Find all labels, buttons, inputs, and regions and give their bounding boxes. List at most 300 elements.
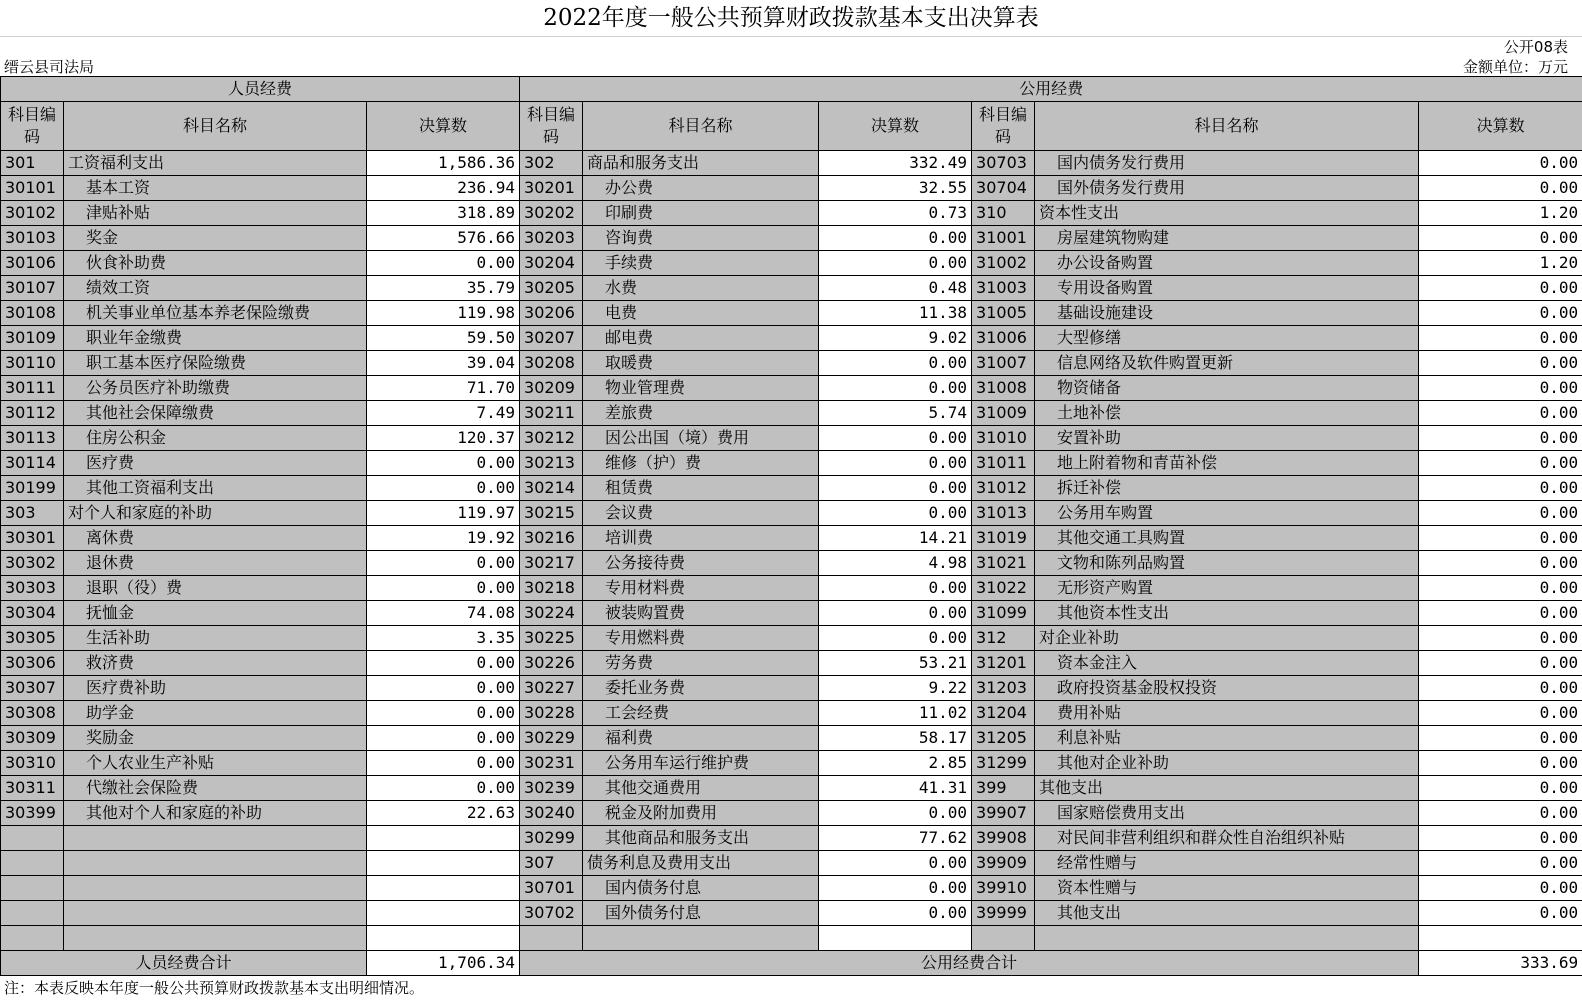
amount-cell: 77.62 (819, 826, 972, 851)
subject-name: 对个人和家庭的补助 (64, 501, 367, 526)
subject-code (972, 926, 1035, 951)
amount-cell: 0.00 (367, 751, 520, 776)
subject-name: 劳务费 (583, 651, 819, 676)
subject-code: 30209 (520, 376, 583, 401)
amount-cell: 0.00 (367, 576, 520, 601)
amount-cell: 58.17 (819, 726, 972, 751)
amount-cell: 9.02 (819, 326, 972, 351)
amount-cell: 4.98 (819, 551, 972, 576)
subject-code: 31012 (972, 476, 1035, 501)
amount-cell: 0.00 (1419, 501, 1582, 526)
subject-name: 公务用车购置 (1035, 501, 1419, 526)
subject-name: 办公费 (583, 176, 819, 201)
subject-code: 31007 (972, 351, 1035, 376)
subject-name: 医疗费补助 (64, 676, 367, 701)
table-row (1, 276, 1582, 301)
subject-code: 30202 (520, 201, 583, 226)
amount-cell: 0.00 (819, 351, 972, 376)
subject-name: 基础设施建设 (1035, 301, 1419, 326)
subject-code: 30107 (1, 276, 64, 301)
amount-cell (367, 851, 520, 876)
subject-name: 工资福利支出 (64, 151, 367, 176)
subject-name: 专用材料费 (583, 576, 819, 601)
subject-name: 因公出国（境）费用 (583, 426, 819, 451)
subject-code: 31204 (972, 701, 1035, 726)
subject-code: 30308 (1, 701, 64, 726)
subject-name (64, 851, 367, 876)
section-header-row (1, 77, 1582, 102)
subject-name: 安置补助 (1035, 426, 1419, 451)
subject-name: 资本性支出 (1035, 201, 1419, 226)
subject-code: 30229 (520, 726, 583, 751)
subject-name: 其他交通工具购置 (1035, 526, 1419, 551)
subject-name: 债务利息及费用支出 (583, 851, 819, 876)
subject-name: 奖励金 (64, 726, 367, 751)
amount-cell: 0.00 (819, 626, 972, 651)
subject-code: 31099 (972, 601, 1035, 626)
table-row (1, 426, 1582, 451)
subject-name: 其他工资福利支出 (64, 476, 367, 501)
col-code-2: 科目编码 (520, 102, 583, 151)
public-total-label: 公用经费合计 (520, 951, 1419, 976)
amount-cell: 119.97 (367, 501, 520, 526)
subject-code: 30213 (520, 451, 583, 476)
subject-name: 物业管理费 (583, 376, 819, 401)
subject-code: 30199 (1, 476, 64, 501)
amount-cell: 0.00 (1419, 451, 1582, 476)
subject-name: 地上附着物和青苗补偿 (1035, 451, 1419, 476)
amount-cell (1419, 926, 1582, 951)
amount-cell: 0.00 (1419, 601, 1582, 626)
amount-cell: 11.38 (819, 301, 972, 326)
page-title: 2022年度一般公共预算财政拨款基本支出决算表 (543, 5, 1039, 31)
subject-code: 30102 (1, 201, 64, 226)
subject-code: 30112 (1, 401, 64, 426)
column-header-row (1, 102, 1582, 151)
subject-code: 30101 (1, 176, 64, 201)
col-amount-3: 决算数 (1419, 102, 1582, 151)
amount-cell: 0.00 (1419, 876, 1582, 901)
subject-name: 商品和服务支出 (583, 151, 819, 176)
amount-cell (367, 926, 520, 951)
amount-cell: 0.00 (1419, 226, 1582, 251)
subject-code: 30217 (520, 551, 583, 576)
subject-code: 30240 (520, 801, 583, 826)
subject-code: 307 (520, 851, 583, 876)
amount-cell: 0.00 (819, 576, 972, 601)
subject-code: 30225 (520, 626, 583, 651)
subject-name: 个人农业生产补贴 (64, 751, 367, 776)
amount-cell: 0.00 (819, 601, 972, 626)
subject-name: 利息补贴 (1035, 726, 1419, 751)
subject-code: 30205 (520, 276, 583, 301)
subject-code: 30208 (520, 351, 583, 376)
subject-name: 助学金 (64, 701, 367, 726)
subject-name: 政府投资基金股权投资 (1035, 676, 1419, 701)
subject-name: 取暖费 (583, 351, 819, 376)
amount-cell: 119.98 (367, 301, 520, 326)
subject-code: 39908 (972, 826, 1035, 851)
subject-name (583, 926, 819, 951)
amount-cell: 0.00 (819, 451, 972, 476)
amount-cell: 0.00 (1419, 426, 1582, 451)
amount-cell: 0.00 (819, 251, 972, 276)
subject-name: 资本性赠与 (1035, 876, 1419, 901)
table-row (1, 776, 1582, 801)
subject-name: 津贴补贴 (64, 201, 367, 226)
subject-name: 培训费 (583, 526, 819, 551)
amount-cell: 0.00 (1419, 576, 1582, 601)
subject-code (1, 901, 64, 926)
amount-cell (819, 926, 972, 951)
amount-cell: 236.94 (367, 176, 520, 201)
subject-name: 费用补贴 (1035, 701, 1419, 726)
subject-name: 印刷费 (583, 201, 819, 226)
form-number: 公开08表 (1503, 38, 1568, 56)
subject-name: 邮电费 (583, 326, 819, 351)
subject-name: 国家赔偿费用支出 (1035, 801, 1419, 826)
amount-cell: 0.00 (819, 426, 972, 451)
amount-cell: 0.00 (1419, 176, 1582, 201)
subject-code: 31011 (972, 451, 1035, 476)
amount-cell: 0.00 (1419, 901, 1582, 926)
subject-name: 对民间非营利组织和群众性自治组织补贴 (1035, 826, 1419, 851)
amount-cell: 35.79 (367, 276, 520, 301)
amount-cell: 0.00 (1419, 851, 1582, 876)
amount-cell: 0.00 (1419, 401, 1582, 426)
subject-name: 国外债务付息 (583, 901, 819, 926)
amount-cell: 0.00 (1419, 476, 1582, 501)
amount-cell: 332.49 (819, 151, 972, 176)
amount-cell: 1,586.36 (367, 151, 520, 176)
table-row (1, 726, 1582, 751)
subject-code: 30301 (1, 526, 64, 551)
amount-cell: 0.00 (1419, 351, 1582, 376)
amount-cell: 0.00 (819, 801, 972, 826)
table-row (1, 226, 1582, 251)
subject-code: 30703 (972, 151, 1035, 176)
subject-code: 30224 (520, 601, 583, 626)
subject-code (520, 926, 583, 951)
amount-cell: 0.00 (367, 251, 520, 276)
subject-code: 30310 (1, 751, 64, 776)
subject-name: 伙食补助费 (64, 251, 367, 276)
amount-cell: 0.00 (819, 851, 972, 876)
subject-name: 其他社会保障缴费 (64, 401, 367, 426)
personnel-total-label: 人员经费合计 (1, 951, 367, 976)
amount-cell: 0.00 (1419, 751, 1582, 776)
table-row (1, 851, 1582, 876)
amount-cell: 0.00 (367, 676, 520, 701)
subject-code: 30309 (1, 726, 64, 751)
subject-name: 公务用车运行维护费 (583, 751, 819, 776)
subject-name: 维修（护）费 (583, 451, 819, 476)
amount-cell: 32.55 (819, 176, 972, 201)
subject-name: 职工基本医疗保险缴费 (64, 351, 367, 376)
subject-name: 拆迁补偿 (1035, 476, 1419, 501)
subject-name: 办公设备购置 (1035, 251, 1419, 276)
subject-code: 31201 (972, 651, 1035, 676)
subject-name: 退职（役）费 (64, 576, 367, 601)
col-name-3: 科目名称 (1035, 102, 1419, 151)
subject-name: 生活补助 (64, 626, 367, 651)
expenditure-table (0, 76, 1582, 976)
subject-name: 文物和陈列品购置 (1035, 551, 1419, 576)
table-row (1, 376, 1582, 401)
subject-code: 30114 (1, 451, 64, 476)
table-row (1, 326, 1582, 351)
amount-cell: 0.00 (367, 551, 520, 576)
col-amount-2: 决算数 (819, 102, 972, 151)
subject-code: 31003 (972, 276, 1035, 301)
amount-cell: 0.00 (819, 501, 972, 526)
subject-code: 31203 (972, 676, 1035, 701)
subject-code: 30302 (1, 551, 64, 576)
amount-cell: 576.66 (367, 226, 520, 251)
subject-name: 住房公积金 (64, 426, 367, 451)
subject-code (1, 826, 64, 851)
subject-name: 代缴社会保险费 (64, 776, 367, 801)
subject-code: 30109 (1, 326, 64, 351)
amount-cell: 0.00 (1419, 376, 1582, 401)
amount-cell: 9.22 (819, 676, 972, 701)
subject-code: 31010 (972, 426, 1035, 451)
amount-cell: 0.00 (367, 651, 520, 676)
subject-name: 税金及附加费用 (583, 801, 819, 826)
subject-code: 30311 (1, 776, 64, 801)
subject-name: 医疗费 (64, 451, 367, 476)
total-row (1, 951, 1582, 976)
table-row (1, 826, 1582, 851)
subject-code: 30299 (520, 826, 583, 851)
subject-code: 30204 (520, 251, 583, 276)
amount-cell: 39.04 (367, 351, 520, 376)
subject-name: 抚恤金 (64, 601, 367, 626)
unit-name: 缙云县司法局 (4, 58, 95, 76)
subject-code: 30231 (520, 751, 583, 776)
subject-code: 30216 (520, 526, 583, 551)
amount-cell: 0.00 (367, 776, 520, 801)
footnote: 注：本表反映本年度一般公共预算财政拨款基本支出明细情况。 (4, 979, 425, 997)
subject-name: 福利费 (583, 726, 819, 751)
subject-name: 其他对企业补助 (1035, 751, 1419, 776)
personnel-total-value: 1,706.34 (367, 951, 520, 976)
amount-cell: 120.37 (367, 426, 520, 451)
subject-code: 30111 (1, 376, 64, 401)
subject-name: 其他对个人和家庭的补助 (64, 801, 367, 826)
subject-code: 30303 (1, 576, 64, 601)
subject-name: 职业年金缴费 (64, 326, 367, 351)
subject-code: 30702 (520, 901, 583, 926)
table-row (1, 676, 1582, 701)
subject-name: 离休费 (64, 526, 367, 551)
amount-cell: 0.00 (1419, 801, 1582, 826)
subject-code: 31013 (972, 501, 1035, 526)
subject-code: 30211 (520, 401, 583, 426)
subject-name: 公务员医疗补助缴费 (64, 376, 367, 401)
subject-code: 30307 (1, 676, 64, 701)
col-code-1: 科目编码 (1, 102, 64, 151)
amount-cell: 0.00 (819, 226, 972, 251)
subject-name (64, 826, 367, 851)
subject-name: 经常性赠与 (1035, 851, 1419, 876)
subject-code: 31205 (972, 726, 1035, 751)
amount-cell: 0.00 (1419, 551, 1582, 576)
subject-code: 30203 (520, 226, 583, 251)
table-row (1, 476, 1582, 501)
table-row (1, 451, 1582, 476)
table-row (1, 626, 1582, 651)
subject-code: 30399 (1, 801, 64, 826)
subject-name: 奖金 (64, 226, 367, 251)
subject-name: 其他资本性支出 (1035, 601, 1419, 626)
subject-code: 30239 (520, 776, 583, 801)
subject-code: 30701 (520, 876, 583, 901)
subject-name: 大型修缮 (1035, 326, 1419, 351)
subject-name: 租赁费 (583, 476, 819, 501)
amount-cell: 0.00 (1419, 526, 1582, 551)
subject-code: 31002 (972, 251, 1035, 276)
subject-name: 物资储备 (1035, 376, 1419, 401)
subject-code: 31008 (972, 376, 1035, 401)
amount-cell: 0.00 (819, 876, 972, 901)
col-name-1: 科目名称 (64, 102, 367, 151)
amount-cell: 0.00 (1419, 151, 1582, 176)
subject-name: 手续费 (583, 251, 819, 276)
amount-cell: 3.35 (367, 626, 520, 651)
subject-code: 31021 (972, 551, 1035, 576)
subject-code: 301 (1, 151, 64, 176)
amount-cell: 0.00 (1419, 626, 1582, 651)
subject-code: 31001 (972, 226, 1035, 251)
table-row (1, 501, 1582, 526)
amount-cell: 2.85 (819, 751, 972, 776)
subject-code: 30110 (1, 351, 64, 376)
subject-name: 会议费 (583, 501, 819, 526)
amount-cell: 0.00 (367, 726, 520, 751)
subject-name: 其他支出 (1035, 901, 1419, 926)
subject-code: 30108 (1, 301, 64, 326)
subject-name: 专用设备购置 (1035, 276, 1419, 301)
amount-cell: 0.00 (1419, 651, 1582, 676)
table-row (1, 401, 1582, 426)
amount-cell: 0.48 (819, 276, 972, 301)
subject-name: 救济费 (64, 651, 367, 676)
subject-name (64, 926, 367, 951)
subject-code: 31009 (972, 401, 1035, 426)
subject-name: 国外债务发行费用 (1035, 176, 1419, 201)
subject-name (64, 876, 367, 901)
subject-code: 31299 (972, 751, 1035, 776)
table-row (1, 601, 1582, 626)
subject-name: 国内债务发行费用 (1035, 151, 1419, 176)
subject-name: 资本金注入 (1035, 651, 1419, 676)
subject-name: 对企业补助 (1035, 626, 1419, 651)
subject-name: 土地补偿 (1035, 401, 1419, 426)
amount-cell: 5.74 (819, 401, 972, 426)
amount-cell: 11.02 (819, 701, 972, 726)
subject-name: 其他商品和服务支出 (583, 826, 819, 851)
amount-cell: 0.00 (819, 901, 972, 926)
amount-cell: 318.89 (367, 201, 520, 226)
subject-code: 30304 (1, 601, 64, 626)
amount-cell: 0.00 (1419, 701, 1582, 726)
amount-cell: 0.00 (1419, 726, 1582, 751)
table-row (1, 876, 1582, 901)
subject-name: 退休费 (64, 551, 367, 576)
subject-code: 30103 (1, 226, 64, 251)
table-row (1, 651, 1582, 676)
table-row (1, 201, 1582, 226)
amount-cell: 1.20 (1419, 251, 1582, 276)
subject-name: 国内债务付息 (583, 876, 819, 901)
amount-cell: 0.00 (1419, 326, 1582, 351)
table-row (1, 251, 1582, 276)
subject-code: 31006 (972, 326, 1035, 351)
table-row (1, 801, 1582, 826)
subject-name: 水费 (583, 276, 819, 301)
subject-code: 30214 (520, 476, 583, 501)
col-name-2: 科目名称 (583, 102, 819, 151)
section-public: 公用经费 (520, 77, 1582, 102)
table-row (1, 901, 1582, 926)
amount-cell: 0.73 (819, 201, 972, 226)
section-personnel: 人员经费 (1, 77, 520, 102)
subject-code (1, 876, 64, 901)
table-row (1, 551, 1582, 576)
subject-name: 绩效工资 (64, 276, 367, 301)
subject-code: 310 (972, 201, 1035, 226)
subject-name: 电费 (583, 301, 819, 326)
table-row (1, 151, 1582, 176)
amount-cell: 53.21 (819, 651, 972, 676)
subject-name: 咨询费 (583, 226, 819, 251)
table-row (1, 526, 1582, 551)
subject-code: 30306 (1, 651, 64, 676)
amount-cell: 7.49 (367, 401, 520, 426)
table-row (1, 701, 1582, 726)
table-row (1, 176, 1582, 201)
subject-name: 专用燃料费 (583, 626, 819, 651)
amount-cell: 19.92 (367, 526, 520, 551)
subject-code: 30206 (520, 301, 583, 326)
amount-cell (367, 826, 520, 851)
amount-cell: 0.00 (367, 451, 520, 476)
subject-code: 39909 (972, 851, 1035, 876)
amount-cell (367, 876, 520, 901)
subject-name: 无形资产购置 (1035, 576, 1419, 601)
subject-code (1, 926, 64, 951)
amount-cell: 0.00 (367, 701, 520, 726)
table-row (1, 751, 1582, 776)
subject-code: 30704 (972, 176, 1035, 201)
amount-cell: 0.00 (1419, 276, 1582, 301)
subject-code: 31005 (972, 301, 1035, 326)
subject-code: 30207 (520, 326, 583, 351)
subject-code: 39999 (972, 901, 1035, 926)
table-row (1, 301, 1582, 326)
subject-code: 30106 (1, 251, 64, 276)
amount-cell: 22.63 (367, 801, 520, 826)
table-row (1, 576, 1582, 601)
col-code-3: 科目编码 (972, 102, 1035, 151)
col-amount-1: 决算数 (367, 102, 520, 151)
subject-name: 公务接待费 (583, 551, 819, 576)
subject-code: 30227 (520, 676, 583, 701)
subject-code: 31019 (972, 526, 1035, 551)
subject-name: 差旅费 (583, 401, 819, 426)
amount-cell: 0.00 (1419, 676, 1582, 701)
